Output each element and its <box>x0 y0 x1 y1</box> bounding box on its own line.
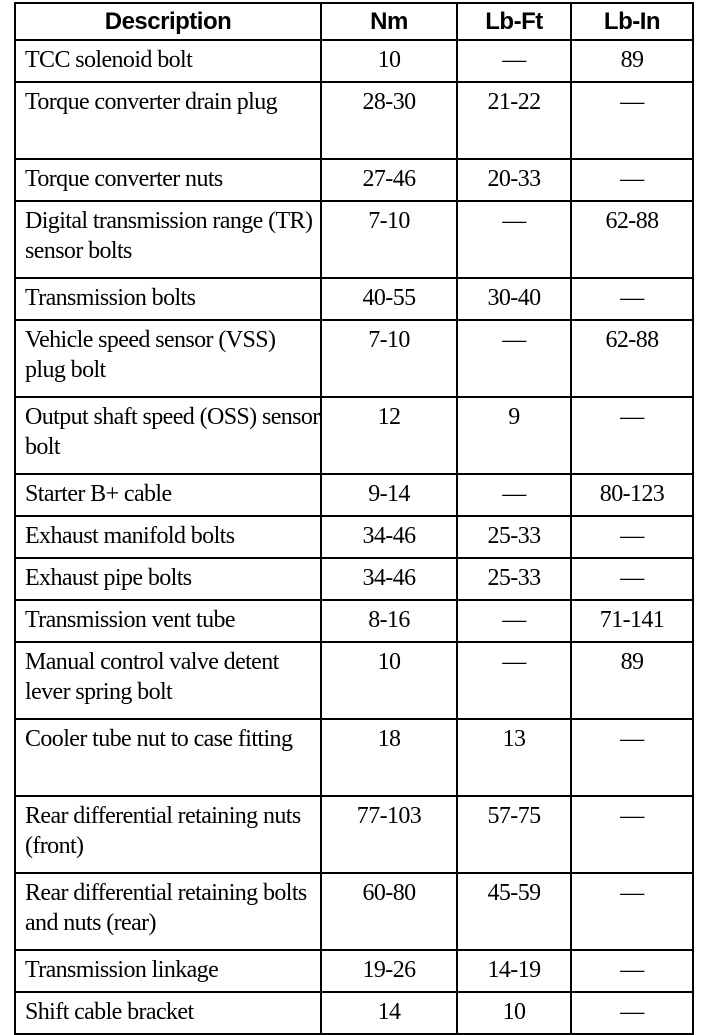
cell-description: Torque converter drain plug <box>15 82 321 159</box>
cell-lbin: — <box>571 82 693 159</box>
column-header-lbin: Lb-In <box>571 3 693 40</box>
column-header-lbft: Lb-Ft <box>457 3 571 40</box>
cell-nm: 27-46 <box>321 159 457 201</box>
table-row <box>15 320 693 397</box>
table-row <box>15 796 693 873</box>
cell-lbin: — <box>571 719 693 796</box>
cell-nm: 14 <box>321 992 457 1034</box>
cell-nm: 34-46 <box>321 558 457 600</box>
cell-description: Starter B+ cable <box>15 474 321 516</box>
cell-lbft: — <box>457 474 571 516</box>
cell-lbin: 89 <box>571 40 693 82</box>
cell-nm: 18 <box>321 719 457 796</box>
column-header-nm: Nm <box>321 3 457 40</box>
cell-nm: 60-80 <box>321 873 457 950</box>
cell-lbft: 30-40 <box>457 278 571 320</box>
table-row <box>15 719 693 796</box>
torque-spec-table <box>14 2 694 1035</box>
cell-nm: 9-14 <box>321 474 457 516</box>
cell-description: Transmission vent tube <box>15 600 321 642</box>
table-row <box>15 516 693 558</box>
table-row <box>15 159 693 201</box>
cell-description: Exhaust manifold bolts <box>15 516 321 558</box>
table-row <box>15 397 693 474</box>
cell-nm: 77-103 <box>321 796 457 873</box>
cell-lbft: — <box>457 40 571 82</box>
column-header-description: Description <box>15 3 321 40</box>
cell-lbft: 9 <box>457 397 571 474</box>
table-row <box>15 474 693 516</box>
cell-description: Rear differential retaining nuts (front) <box>15 796 321 873</box>
cell-lbft: 10 <box>457 992 571 1034</box>
table-header-row <box>15 3 693 40</box>
table-row <box>15 558 693 600</box>
cell-nm: 7-10 <box>321 320 457 397</box>
cell-description: Transmission bolts <box>15 278 321 320</box>
cell-description: TCC solenoid bolt <box>15 40 321 82</box>
cell-nm: 12 <box>321 397 457 474</box>
cell-lbft: 20-33 <box>457 159 571 201</box>
table-row <box>15 992 693 1034</box>
cell-lbin: — <box>571 992 693 1034</box>
cell-nm: 8-16 <box>321 600 457 642</box>
table-row <box>15 82 693 159</box>
torque-spec-sheet <box>14 2 692 1025</box>
cell-nm: 10 <box>321 642 457 719</box>
cell-description: Manual control valve detent lever spring bolt <box>15 642 321 719</box>
cell-lbin: — <box>571 873 693 950</box>
cell-lbft: 25-33 <box>457 558 571 600</box>
cell-lbft: 21-22 <box>457 82 571 159</box>
cell-lbft: 57-75 <box>457 796 571 873</box>
cell-lbft: — <box>457 201 571 278</box>
table-row <box>15 950 693 992</box>
cell-lbft: 25-33 <box>457 516 571 558</box>
cell-lbin: — <box>571 278 693 320</box>
table-row <box>15 642 693 719</box>
cell-nm: 28-30 <box>321 82 457 159</box>
table-row <box>15 201 693 278</box>
cell-description: Cooler tube nut to case fitting <box>15 719 321 796</box>
cell-description: Torque converter nuts <box>15 159 321 201</box>
table-row <box>15 278 693 320</box>
cell-nm: 10 <box>321 40 457 82</box>
cell-lbft: 13 <box>457 719 571 796</box>
cell-description: Vehicle speed sensor (VSS) plug bolt <box>15 320 321 397</box>
table-row <box>15 873 693 950</box>
table-row <box>15 40 693 82</box>
cell-lbin: 71-141 <box>571 600 693 642</box>
cell-lbin: 80-123 <box>571 474 693 516</box>
cell-lbin: 89 <box>571 642 693 719</box>
cell-lbin: — <box>571 159 693 201</box>
cell-description: Digital transmission range (TR) sensor bolts <box>15 201 321 278</box>
cell-nm: 34-46 <box>321 516 457 558</box>
cell-lbft: — <box>457 320 571 397</box>
cell-description: Exhaust pipe bolts <box>15 558 321 600</box>
cell-lbft: — <box>457 642 571 719</box>
cell-lbft: 45-59 <box>457 873 571 950</box>
cell-nm: 19-26 <box>321 950 457 992</box>
cell-lbin: — <box>571 397 693 474</box>
cell-description: Transmission linkage <box>15 950 321 992</box>
cell-nm: 40-55 <box>321 278 457 320</box>
cell-description: Rear differential retaining bolts and nuts (rear) <box>15 873 321 950</box>
cell-description: Shift cable bracket <box>15 992 321 1034</box>
cell-lbin: — <box>571 558 693 600</box>
cell-lbin: — <box>571 950 693 992</box>
cell-lbin: — <box>571 796 693 873</box>
cell-lbin: — <box>571 516 693 558</box>
table-row <box>15 600 693 642</box>
cell-description: Output shaft speed (OSS) sensor bolt <box>15 397 321 474</box>
cell-lbft: 14-19 <box>457 950 571 992</box>
cell-lbin: 62-88 <box>571 320 693 397</box>
cell-lbin: 62-88 <box>571 201 693 278</box>
cell-nm: 7-10 <box>321 201 457 278</box>
cell-lbft: — <box>457 600 571 642</box>
